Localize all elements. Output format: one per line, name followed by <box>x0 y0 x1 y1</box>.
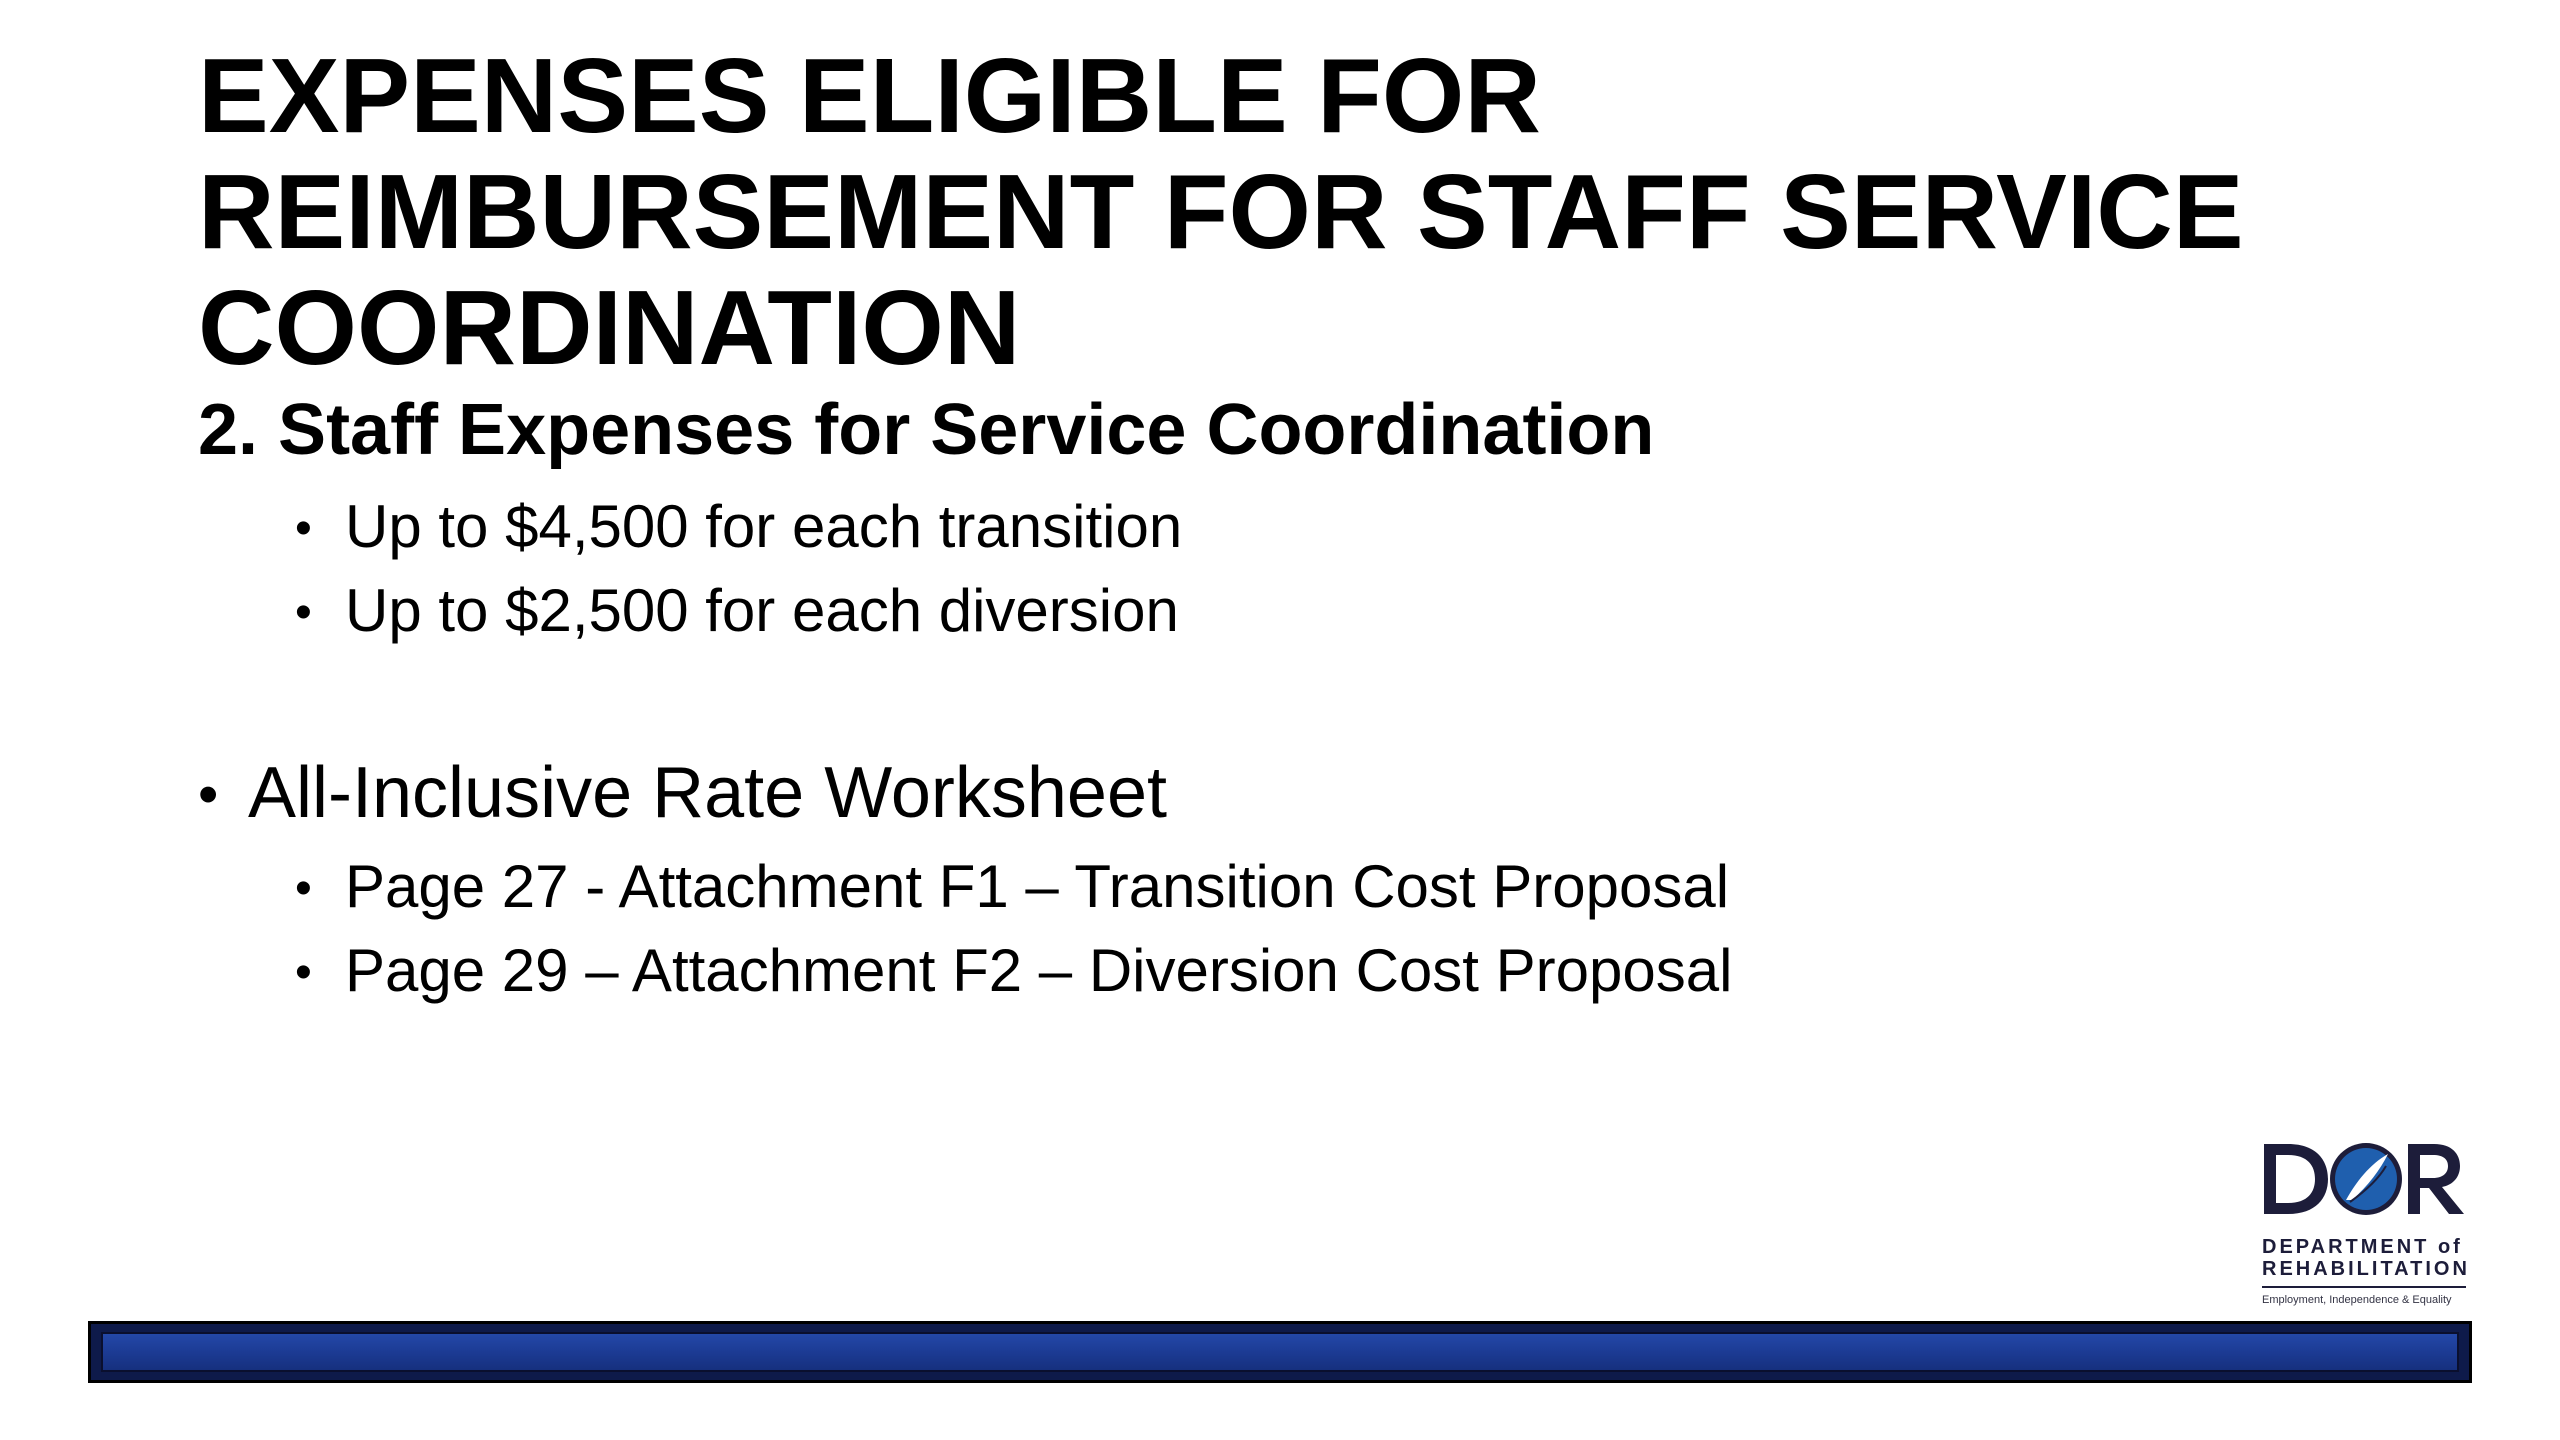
list-item <box>295 485 1182 569</box>
bullet-icon: • <box>198 762 219 827</box>
title-line-1: EXPENSES ELIGIBLE FOR <box>198 37 1541 155</box>
dor-logo <box>2260 1138 2470 1308</box>
section-subheading: 2. Staff Expenses for Service Coordination <box>198 390 1655 470</box>
logo-divider <box>2262 1286 2466 1288</box>
list-item-text: Page 27 - Attachment F1 – Transition Cost Proposal <box>345 853 1730 920</box>
worksheet-attachment-list <box>295 845 1732 1013</box>
list-item-text: Up to $2,500 for each diversion <box>345 577 1179 644</box>
bullet-icon: • <box>295 946 312 999</box>
staff-expense-list <box>295 485 1182 653</box>
list-item-text: All-Inclusive Rate Worksheet <box>248 753 1168 833</box>
footer-bar-inner <box>101 1332 2459 1372</box>
logo-rehabilitation-text: REHABILITATION <box>2262 1258 2470 1280</box>
list-item <box>295 929 1732 1013</box>
list-item-text: Page 29 – Attachment F2 – Diversion Cost Proposal <box>345 937 1733 1004</box>
list-item-text: Up to $4,500 for each transition <box>345 493 1183 560</box>
title-line-3: COORDINATION <box>198 269 1021 387</box>
bullet-icon: • <box>295 862 312 915</box>
list-item <box>198 748 1167 838</box>
bullet-icon: • <box>295 502 312 555</box>
logo-department-text: DEPARTMENT of <box>2262 1236 2463 1258</box>
bullet-icon: • <box>295 586 312 639</box>
footer-bar <box>88 1321 2472 1383</box>
worksheet-heading-list <box>198 748 1167 838</box>
slide-title <box>198 38 2398 386</box>
dor-wordmark-icon <box>2260 1138 2470 1220</box>
list-item <box>295 845 1732 929</box>
title-line-2: REIMBURSEMENT FOR STAFF SERVICE <box>198 153 2244 271</box>
list-item <box>295 569 1182 653</box>
logo-tagline: Employment, Independence & Equality <box>2262 1294 2452 1306</box>
